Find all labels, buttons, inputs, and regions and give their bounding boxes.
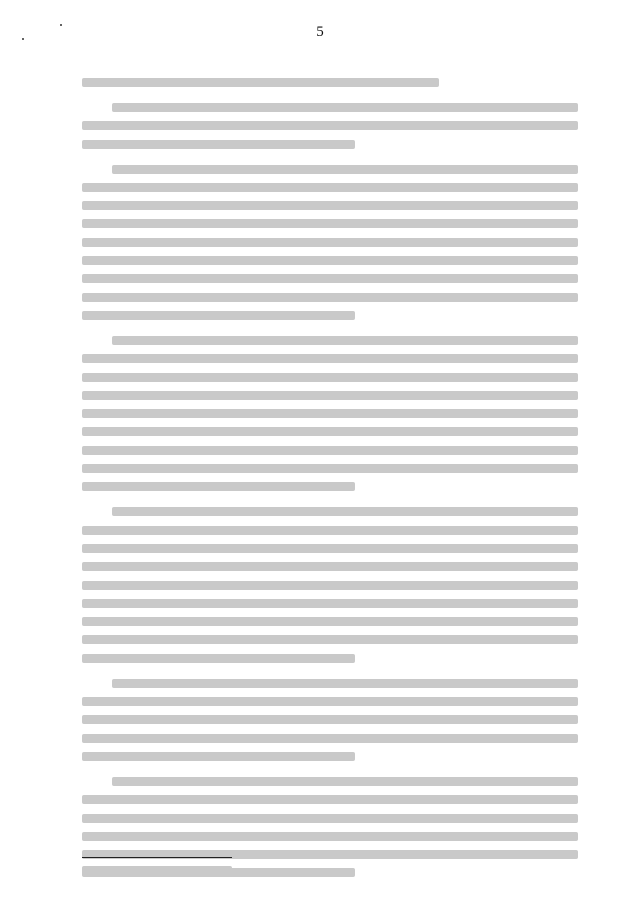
text-line-placeholder [82,293,578,302]
text-line-placeholder [82,795,578,804]
text-line-placeholder [82,391,578,400]
text-line-placeholder [82,635,578,644]
text-line-placeholder [82,715,578,724]
text-line-placeholder [82,201,578,210]
text-line-placeholder [112,679,578,688]
text-line-placeholder [112,336,578,345]
text-line-placeholder [82,482,355,491]
text-line-placeholder [82,446,578,455]
text-line-placeholder [82,121,578,130]
text-line-placeholder [82,581,578,590]
text-line-placeholder [82,354,578,363]
text-line-placeholder [82,617,578,626]
text-line-placeholder [82,526,578,535]
footnote-divider [82,857,232,858]
text-line-placeholder [82,562,578,571]
text-line-placeholder [82,256,578,265]
text-line-placeholder [82,409,578,418]
text-line-placeholder [82,311,355,320]
text-line-placeholder [82,427,578,436]
text-line-placeholder [82,373,578,382]
text-line-placeholder [82,464,578,473]
text-line-placeholder [82,697,578,706]
footnote-placeholder [82,866,232,873]
text-line-placeholder [82,274,578,283]
document-body [82,78,578,887]
text-line-placeholder [82,752,355,761]
text-line-placeholder [112,103,578,112]
text-line-placeholder [112,777,578,786]
text-line-placeholder [82,78,439,87]
text-line-placeholder [112,507,578,516]
text-line-placeholder [82,734,578,743]
text-line-placeholder [82,832,578,841]
text-line-placeholder [82,238,578,247]
text-line-placeholder [82,140,355,149]
text-line-placeholder [82,219,578,228]
text-line-placeholder [82,814,578,823]
text-line-placeholder [82,599,578,608]
text-line-placeholder [112,165,578,174]
text-line-placeholder [82,183,578,192]
text-line-placeholder [82,544,578,553]
page-number: 5 [316,24,324,40]
text-line-placeholder [82,654,355,663]
